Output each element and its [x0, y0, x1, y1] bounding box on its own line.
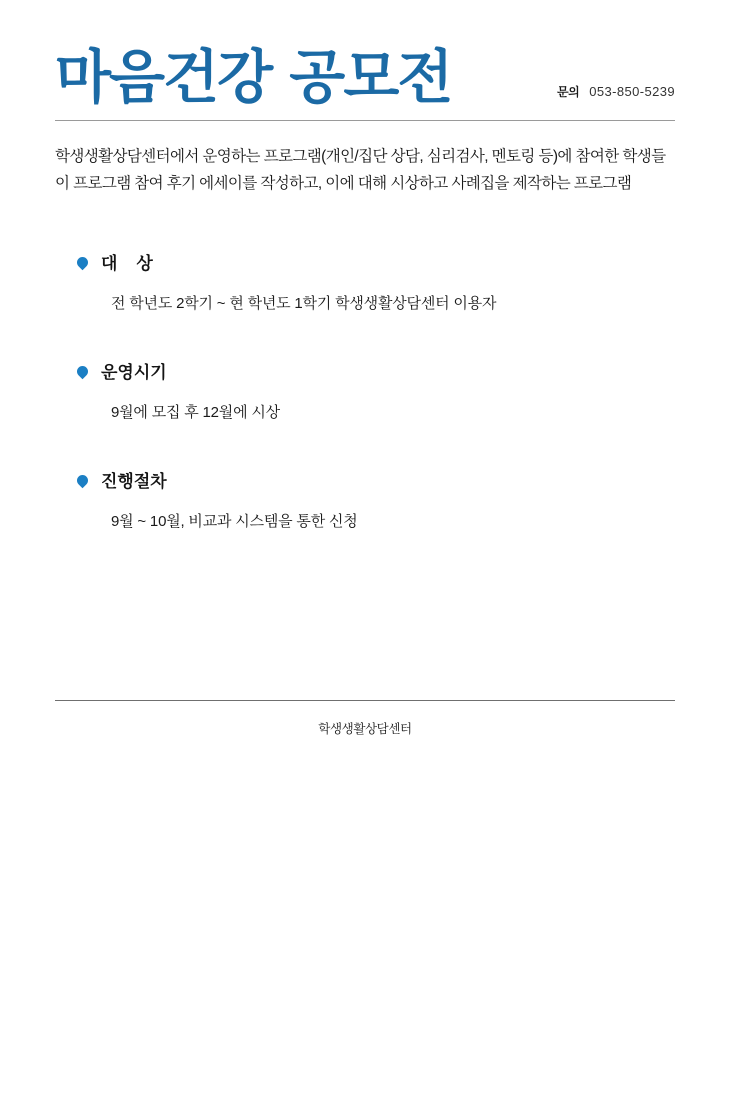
section-list — [55, 249, 675, 534]
document-header — [55, 0, 675, 112]
section-procedure-title: 진행절차 — [101, 472, 167, 492]
contact-info — [557, 83, 675, 112]
section-schedule-title: 운영시기 — [101, 363, 167, 383]
contact-phone-number: 053-850-5239 — [589, 84, 675, 99]
header-divider — [55, 120, 675, 121]
bullet-icon — [75, 364, 91, 380]
section-procedure — [55, 467, 675, 534]
footer-divider — [55, 700, 675, 701]
bullet-icon — [75, 473, 91, 489]
contact-label: 문의 — [557, 85, 580, 99]
section-target-header — [55, 249, 675, 274]
bullet-icon — [75, 255, 91, 271]
section-schedule-header — [55, 358, 675, 383]
footer-organization: 학생생활상담센터 — [318, 722, 412, 736]
document-footer — [55, 700, 675, 737]
section-target-body: 전 학년도 2학기 ~ 현 학년도 1학기 학생생활상담센터 이용자 — [111, 295, 497, 313]
section-target-title: 대 상 — [101, 254, 153, 274]
section-schedule-body: 9월에 모집 후 12월에 시상 — [111, 404, 280, 422]
section-schedule — [55, 358, 675, 425]
page-title: 마음건강 공모전 — [55, 43, 452, 111]
section-target — [55, 249, 675, 316]
section-procedure-header — [55, 467, 675, 492]
section-procedure-body: 9월 ~ 10월, 비교과 시스템을 통한 신청 — [111, 513, 358, 531]
intro-paragraph: 학생생활상담센터에서 운영하는 프로그램(개인/집단 상담, 심리검사, 멘토링 등)에 참여한 학생들이 프로그램 참여 후기 에세이를 작성하고, 이에 대해 시상하고 사례집을 제작하는 프로그램 — [55, 148, 666, 193]
